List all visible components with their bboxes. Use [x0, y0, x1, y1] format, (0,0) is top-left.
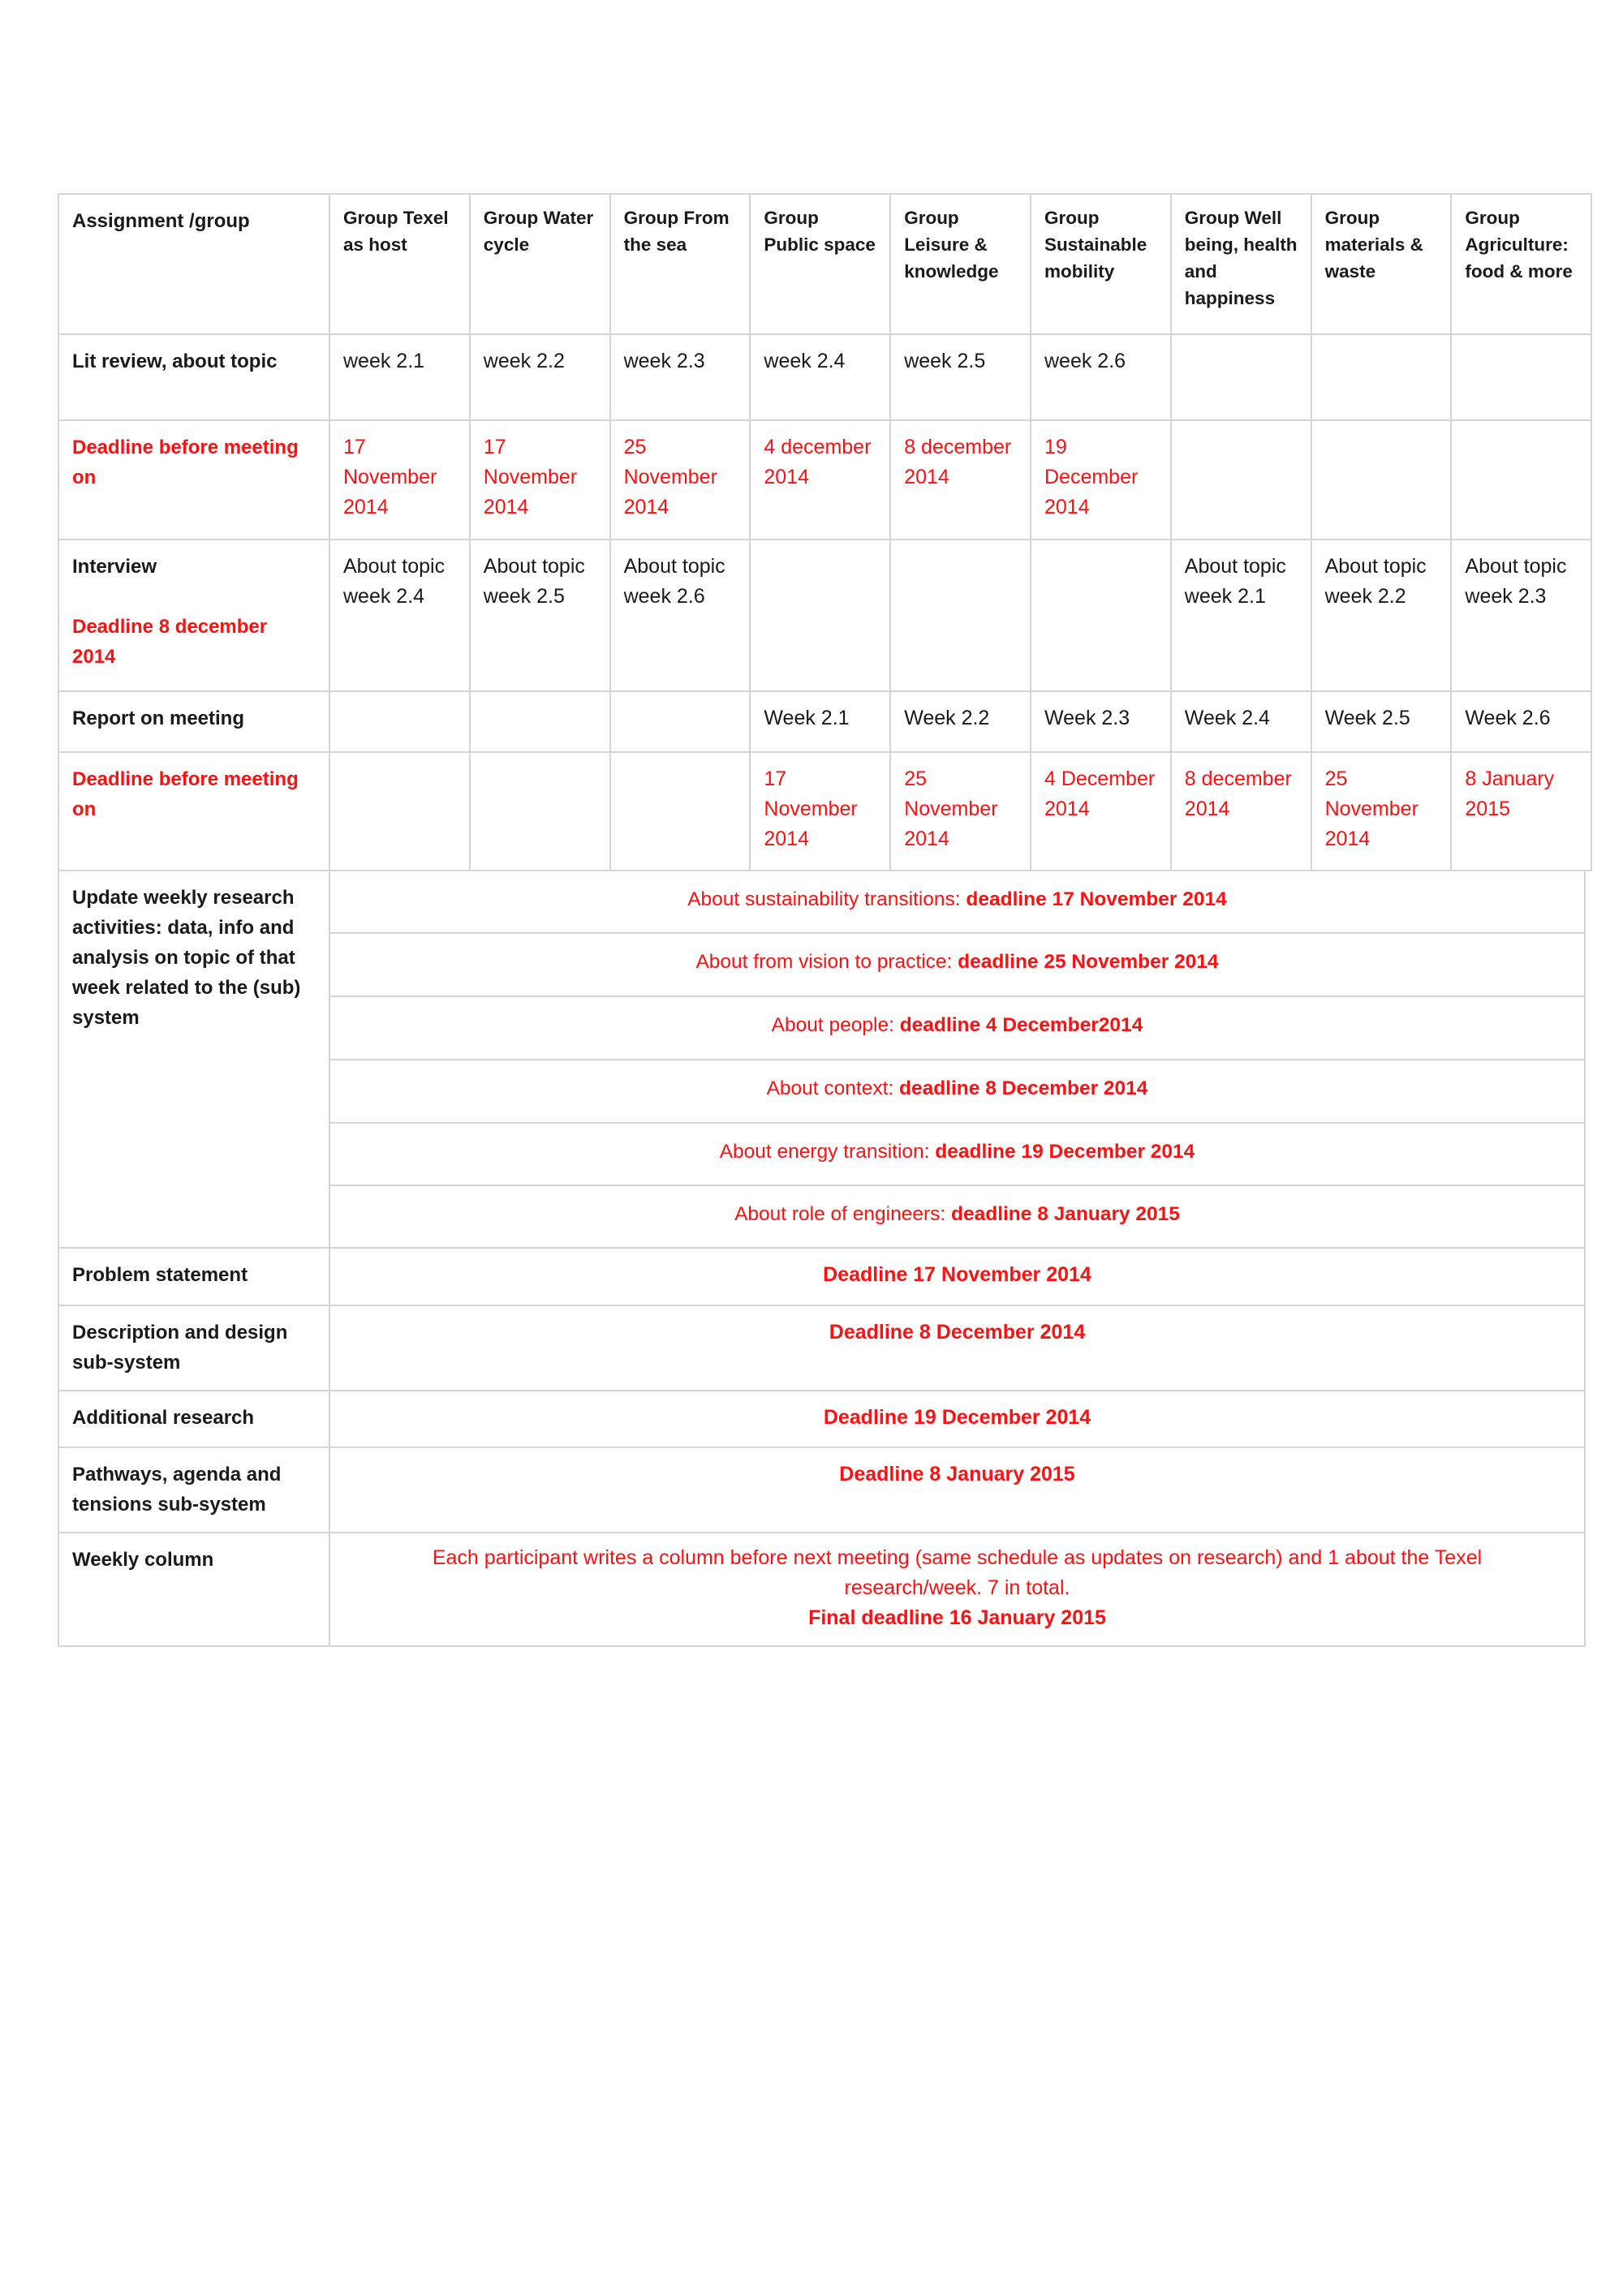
- lit-deadline-cell: 17 November 2014: [329, 419, 471, 540]
- weekly-update-topic: About role of engineers:: [734, 1203, 952, 1225]
- interview-deadline-label: Deadline 8 december 2014: [72, 616, 268, 668]
- report-cell: [469, 690, 611, 753]
- weekly-update-topic: About from vision to practice:: [695, 951, 958, 973]
- report-cell: Week 2.2: [889, 690, 1031, 753]
- report-cell: Week 2.6: [1450, 690, 1592, 753]
- lit-deadline-cell: [1311, 419, 1453, 540]
- description-design-deadline: Deadline 8 December 2014: [329, 1305, 1586, 1391]
- report-deadline-cell: 17 November 2014: [749, 751, 891, 871]
- interview-cell: About topic week 2.3: [1450, 539, 1592, 692]
- lit-review-cell: week 2.5: [889, 333, 1031, 421]
- group-header-3: Group From the sea: [609, 193, 751, 335]
- report-deadline-cell: 25 November 2014: [1311, 751, 1453, 871]
- interview-cell: About topic week 2.1: [1170, 539, 1312, 692]
- row-label-text: Lit review, about topic: [72, 350, 278, 372]
- row-label-text: Deadline before meeting on: [72, 768, 299, 820]
- lit-review-cell: week 2.1: [329, 333, 471, 421]
- report-cell: Week 2.4: [1170, 690, 1312, 753]
- group-header-5: Group Leisure & knowledge: [889, 193, 1031, 335]
- weekly-update-item: [329, 995, 1586, 1060]
- interview-cell: About topic week 2.4: [329, 539, 471, 692]
- corner-header-cell: Assignment /group: [58, 193, 330, 335]
- weekly-update-item: [329, 1059, 1586, 1124]
- row-label-text: Deadline before meeting on: [72, 436, 299, 488]
- row-label-weekly-column: Weekly column: [58, 1532, 330, 1647]
- problem-statement-deadline: Deadline 17 November 2014: [329, 1247, 1586, 1306]
- lit-deadline-cell: 25 November 2014: [609, 419, 751, 540]
- weekly-update-item: [329, 870, 1586, 934]
- interview-cell: About topic week 2.5: [469, 539, 611, 692]
- interview-cell: About topic week 2.2: [1311, 539, 1453, 692]
- weekly-update-item: [329, 1185, 1586, 1249]
- group-header-8: Group materials & waste: [1311, 193, 1453, 335]
- group-header-2: Group Water cycle: [469, 193, 611, 335]
- row-label-report-deadline: [58, 751, 330, 871]
- lit-review-cell: week 2.3: [609, 333, 751, 421]
- weekly-update-deadline: deadline 8 January 2015: [951, 1203, 1180, 1225]
- row-label-text: Report on meeting: [72, 707, 245, 729]
- interview-cell: [749, 539, 891, 692]
- weekly-update-deadline: deadline 8 December 2014: [899, 1077, 1148, 1099]
- report-deadline-cell: [609, 751, 751, 871]
- group-header-4: Group Public space: [749, 193, 891, 335]
- weekly-update-item: [329, 932, 1586, 997]
- report-deadline-cell: 8 december 2014: [1170, 751, 1312, 871]
- interview-cell: [1030, 539, 1172, 692]
- weekly-column-final-deadline: Final deadline 16 January 2015: [808, 1606, 1106, 1629]
- group-header-9: Group Agriculture: food & more: [1450, 193, 1592, 335]
- lit-deadline-cell: [1450, 419, 1592, 540]
- weekly-update-deadline: deadline 17 November 2014: [966, 888, 1227, 910]
- lit-deadline-cell: 8 december 2014: [889, 419, 1031, 540]
- weekly-update-topic: About energy transition:: [719, 1141, 936, 1163]
- row-label-weekly-updates: Update weekly research activities: data, info and analysis on topic of that week related to the (sub) system: [58, 870, 330, 1249]
- lit-review-cell: [1450, 333, 1592, 421]
- group-header-6: Group Sustainable mobility: [1030, 193, 1172, 335]
- report-cell: [329, 690, 471, 753]
- weekly-update-deadline: deadline 25 November 2014: [958, 951, 1219, 973]
- group-header-1: Group Texel as host: [329, 193, 471, 335]
- lit-deadline-cell: 4 december 2014: [749, 419, 891, 540]
- report-cell: Week 2.1: [749, 690, 891, 753]
- row-label-description-design: Description and design sub-system: [58, 1305, 330, 1391]
- weekly-column-text: [329, 1532, 1586, 1647]
- lit-review-cell: week 2.4: [749, 333, 891, 421]
- report-deadline-cell: 8 January 2015: [1450, 751, 1592, 871]
- report-cell: [609, 690, 751, 753]
- row-label-pathways: Pathways, agenda and tensions sub-system: [58, 1447, 330, 1533]
- lit-deadline-cell: 19 December 2014: [1030, 419, 1172, 540]
- weekly-update-deadline: deadline 4 December2014: [899, 1014, 1143, 1036]
- row-label-problem-statement: Problem statement: [58, 1247, 330, 1306]
- interview-cell: About topic week 2.6: [609, 539, 751, 692]
- lit-deadline-cell: [1170, 419, 1312, 540]
- lit-review-cell: week 2.6: [1030, 333, 1172, 421]
- weekly-update-topic: About sustainability transitions:: [687, 888, 966, 910]
- weekly-update-topic: About people:: [771, 1014, 900, 1036]
- row-label-interview: [58, 539, 330, 692]
- report-cell: Week 2.3: [1030, 690, 1172, 753]
- report-deadline-cell: [469, 751, 611, 871]
- weekly-update-deadline: deadline 19 December 2014: [935, 1141, 1195, 1163]
- lit-deadline-cell: 17 November 2014: [469, 419, 611, 540]
- report-deadline-cell: [329, 751, 471, 871]
- report-deadline-cell: 25 November 2014: [889, 751, 1031, 871]
- weekly-column-description: Each participant writes a column before next meeting (same schedule as updates on research) and 1 about the Texel research/week. 7 in total.: [432, 1546, 1483, 1599]
- weekly-update-item: [329, 1122, 1586, 1186]
- lit-review-cell: week 2.2: [469, 333, 611, 421]
- row-label-text: Interview: [72, 556, 157, 578]
- interview-cell: [889, 539, 1031, 692]
- report-deadline-cell: 4 December 2014: [1030, 751, 1172, 871]
- weekly-update-topic: About context:: [766, 1077, 899, 1099]
- row-label-lit-review: [58, 333, 330, 421]
- row-label-lit-deadline: [58, 419, 330, 540]
- lit-review-cell: [1170, 333, 1312, 421]
- additional-research-deadline: Deadline 19 December 2014: [329, 1390, 1586, 1448]
- group-header-7: Group Well being, health and happiness: [1170, 193, 1312, 335]
- pathways-deadline: Deadline 8 January 2015: [329, 1447, 1586, 1533]
- row-label-report: [58, 690, 330, 753]
- lit-review-cell: [1311, 333, 1453, 421]
- spacer: [72, 582, 316, 612]
- row-label-additional-research: Additional research: [58, 1390, 330, 1448]
- report-cell: Week 2.5: [1311, 690, 1453, 753]
